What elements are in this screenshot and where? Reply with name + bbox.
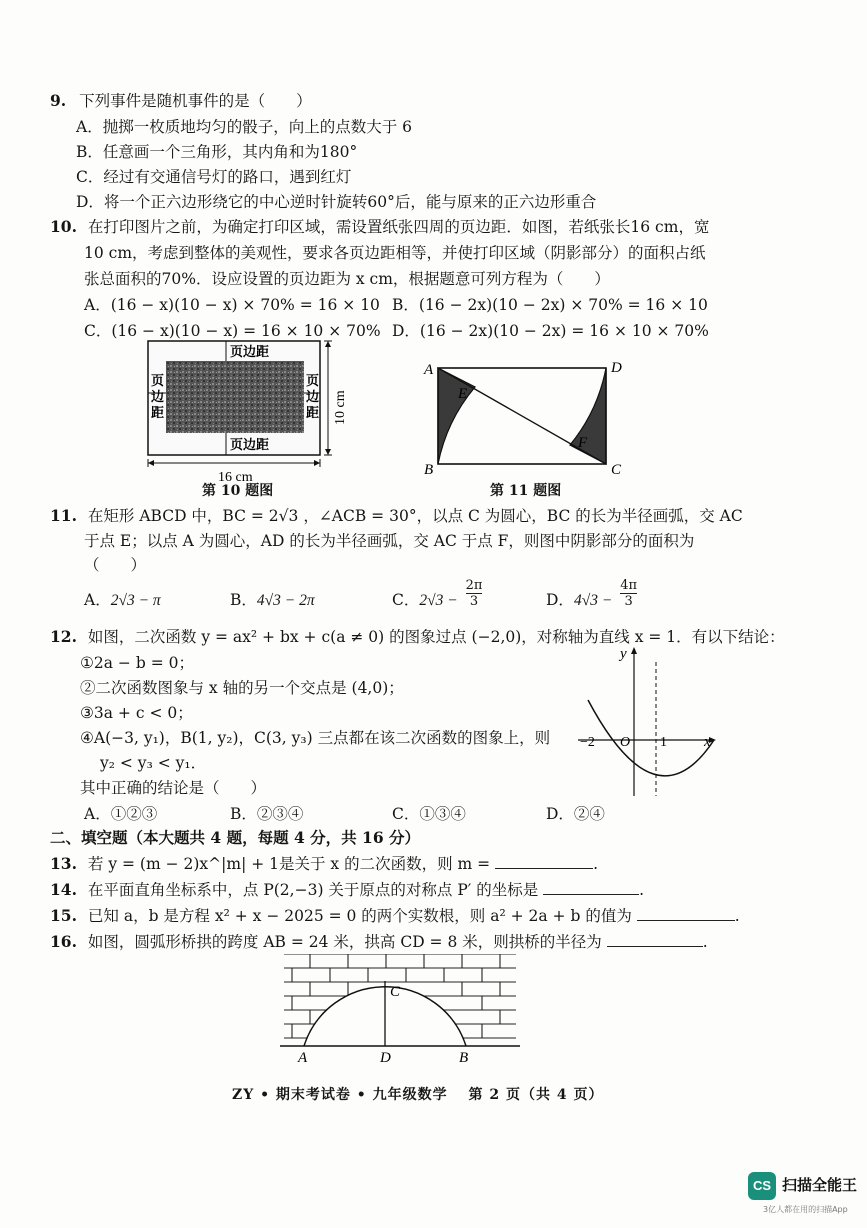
page-footer: ZY • 期末考试卷 • 九年级数学 第 2 页（共 4 页） — [232, 1087, 604, 1103]
figure-10-caption: 第 10 题图 — [202, 483, 274, 499]
option-d: D．(16 − 2x)(10 − 2x) = 16 × 10 × 70% — [392, 322, 709, 340]
bottom-margin-label: 页边距 — [230, 437, 270, 452]
question-11 — [50, 504, 743, 526]
point-b-label: B — [424, 462, 434, 478]
question-number: 9. — [50, 91, 67, 110]
conclusion-4-cont: y₂ < y₃ < y₁． — [100, 754, 207, 772]
x-axis-label: x — [704, 734, 711, 750]
top-margin-label: 页边距 — [230, 344, 270, 359]
svg-text:距: 距 — [151, 405, 165, 420]
width-label: 16 cm — [218, 470, 253, 483]
conclusion-2: ②二次函数图象与 x 轴的另一个交点是 (4,0)； — [80, 679, 404, 697]
option-c: C．①③④ — [392, 805, 466, 823]
question-number: 11. — [50, 506, 77, 525]
scanner-app-name: 扫描全能王 — [782, 1176, 858, 1194]
figure-11 — [420, 356, 635, 478]
option-d: D．②④ — [546, 805, 605, 823]
left-margin-label: 页 — [151, 373, 165, 388]
point-a-label: A — [424, 362, 434, 378]
shaded-region-left — [438, 368, 475, 464]
right-margin-label: 页 — [306, 373, 320, 388]
point-e-label: E — [458, 386, 468, 402]
option-a: A．①②③ — [84, 805, 158, 823]
option-b: B．②③④ — [230, 805, 304, 823]
answer-blank[interactable] — [495, 854, 593, 869]
shaded-region-right — [570, 368, 606, 464]
height-label: 10 cm — [333, 390, 348, 425]
option-b: B．(16 − 2x)(10 − 2x) × 70% = 16 × 10 — [392, 296, 708, 314]
scanner-tagline: 3亿人都在用的扫描App — [763, 1205, 848, 1214]
option-a: A．抛掷一枚质地均匀的骰子，向上的点数大于 6 — [76, 118, 412, 136]
question-10 — [50, 215, 709, 237]
question-line: 在打印图片之前，为确定打印区域，需设置纸张四周的页边距．如图，若纸张长16 cm，宽 — [87, 218, 710, 236]
parabola — [588, 700, 714, 776]
figure-12 — [570, 642, 720, 798]
point-d-label: D — [611, 360, 622, 376]
point-f-label: F — [578, 435, 588, 451]
svg-text:距: 距 — [306, 405, 320, 420]
conclusion-1: ①2a − b = 0； — [80, 654, 194, 672]
conclusion-3: ③3a + c < 0； — [80, 704, 193, 722]
tick-1: 1 — [660, 735, 667, 750]
conclusion-4: ④A(−3, y₁)，B(1, y₂)，C(3, y₃) 三点都在该二次函数的图象上，则 — [80, 729, 551, 747]
svg-text:边: 边 — [306, 389, 320, 404]
option-d: D．4√3 − $\frac{4\pi}{3}$ — [546, 578, 638, 609]
scanner-logo-icon: CS — [748, 1172, 776, 1200]
question-line: （ ） — [84, 556, 147, 574]
point-b-label: B — [459, 1050, 469, 1065]
figure-10 — [140, 335, 355, 483]
option-d: D．将一个正六边形绕它的中心逆时针旋转60°后，能与原来的正六边形重合 — [76, 193, 597, 211]
option-a: A．2√3 − π — [84, 591, 161, 609]
answer-blank[interactable] — [543, 880, 639, 895]
question-stem: 下列事件是随机事件的是（ ） — [79, 92, 312, 110]
option-a: A．(16 − x)(10 − x) × 70% = 16 × 10 — [84, 296, 380, 314]
option-c: C．(16 − x)(10 − x) = 16 × 10 × 70% — [84, 322, 381, 340]
option-c: C．经过有交通信号灯的路口，遇到红灯 — [76, 168, 352, 186]
answer-blank[interactable] — [637, 906, 735, 921]
question-line: 10 cm，考虑到整体的美观性，要求各页边距相等，并使打印区域（阴影部分）的面积占纸 — [84, 244, 706, 262]
question-14: 14. 在平面直角坐标系中，点 P(2,−3) 关于原点的对称点 P′ 的坐标是 . — [50, 880, 645, 899]
figure-16 — [280, 950, 520, 1065]
question-16: 16. 如图，圆弧形桥拱的跨度 AB = 24 米，拱高 CD = 8 米，则拱桥的半径为 . — [50, 932, 708, 951]
question-line: 张总面积的70%．设应设置的页边距为 x cm，根据题意可列方程为（ ） — [84, 270, 610, 288]
option-b: B．任意画一个三角形，其内角和为180° — [76, 143, 358, 161]
question-line: 在矩形 ABCD 中，BC = 2√3 ，∠ACB = 30°，以点 C 为圆心，BC 的长为半径画弧，交 AC — [87, 507, 743, 525]
point-d-label: D — [380, 1050, 391, 1065]
answer-blank[interactable] — [607, 932, 703, 947]
origin-label: O — [620, 735, 631, 750]
point-c-label: C — [611, 462, 622, 478]
point-c-label: C — [390, 984, 401, 1000]
question-number: 12. — [50, 627, 77, 646]
print-area — [166, 361, 304, 433]
option-b: B．4√3 − 2π — [230, 591, 315, 609]
question-15: 15. 已知 a，b 是方程 x² + x − 2025 = 0 的两个实数根，则 a² + 2a + b 的值为 . — [50, 906, 740, 925]
point-a-label: A — [298, 1050, 308, 1065]
question-line: 其中正确的结论是（ ） — [80, 779, 267, 797]
section-2-heading: 二、填空题（本大题共 4 题，每题 4 分，共 16 分） — [50, 828, 421, 847]
question-number: 10. — [50, 217, 77, 236]
tick-neg2: −2 — [580, 735, 595, 750]
question-line: 于点 E；以点 A 为圆心，AD 的长为半径画弧，交 AC 于点 F，则图中阴影部分的面积为 — [84, 532, 695, 550]
question-9 — [50, 89, 312, 111]
question-line: 如图，二次函数 y = ax² + bx + c(a ≠ 0) 的图象过点 (−2,0)，对称轴为直线 x = 1．有以下结论： — [87, 628, 785, 646]
option-c: C．2√3 − $\frac{2\pi}{3}$ — [392, 578, 483, 609]
figure-11-caption: 第 11 题图 — [490, 483, 562, 499]
y-axis-label: y — [620, 646, 627, 662]
svg-text:边: 边 — [151, 389, 165, 404]
question-13: 13. 若 y = (m − 2)x^|m| + 1是关于 x 的二次函数，则 m = . — [50, 854, 599, 873]
